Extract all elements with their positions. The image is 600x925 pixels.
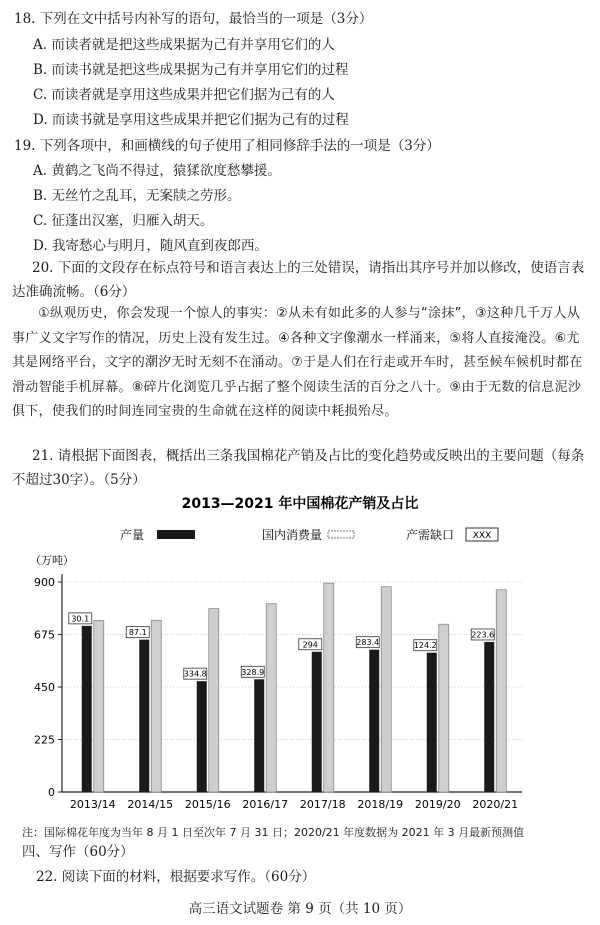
- legend-consumption-swatch: [328, 531, 354, 538]
- y-tick-label: 675: [34, 628, 55, 642]
- q18-option-a: A. 而读者就是把这些成果据为己有并享用它们的人: [33, 37, 335, 53]
- consumption-bar: [151, 620, 161, 792]
- y-axis-unit: （万吨）: [30, 554, 74, 567]
- consumption-bar: [266, 604, 276, 792]
- section-heading: 四、写作（60分）: [22, 844, 134, 860]
- category-label: 2014/15: [127, 798, 174, 811]
- category-label: 2020/21: [472, 798, 519, 811]
- production-bar: [139, 640, 149, 792]
- y-tick-label: 450: [34, 681, 55, 694]
- production-bar: [312, 652, 322, 792]
- q18-option-d: D. 而读书就是享用这些成果并把它们据为己有的过程: [33, 112, 349, 128]
- q18-stem: 18. 下列在文中括号内补写的语句，最恰当的一项是（3分）: [14, 11, 373, 27]
- cotton-chart: [0, 492, 600, 822]
- consumption-bar: [381, 587, 391, 792]
- page-footer: 高三语文试题卷 第 9 页（共 10 页）: [188, 901, 412, 917]
- chart-legend: [120, 527, 498, 542]
- production-bar: [82, 626, 92, 792]
- production-bar: [484, 642, 494, 792]
- q19-stem: 19. 下列各项中，和画横线的句子使用了相同修辞手法的一项是（3分）: [14, 138, 440, 154]
- gap-label: 334.8: [183, 669, 207, 679]
- gap-label: 223.6: [471, 630, 495, 640]
- category-label: 2019/20: [414, 798, 461, 811]
- legend-consumption-label: 国内消费量: [262, 528, 323, 542]
- q20-passage: ①纵观历史，你会发现一个惊人的事实：②从未有如此多的人参与“涂抹”，③这种几千万人从事广义文字写作的情况，历史上没有发生过。④各种文字像潮水一样涌来，⑤将人直接淹没。⑥尤其是网络平台，文字的潮汐无时无刻不在涌动。⑦于是人们在行走或开车时，甚至候车候机时都在滑动智能手机屏幕。⑧碎片化浏览几乎占据了整个阅读生活的百分之八十。⑨由于无数的信息泥沙俱下，使我们的时间连同宝贵的生命就在这样的阅读中耗损殆尽。: [12, 306, 583, 419]
- q18-option-c: C. 而读者就是享用这些成果并把它们据为己有的人: [33, 87, 335, 103]
- legend-gap-label: 产需缺口: [406, 528, 455, 542]
- gap-label: 294: [302, 640, 318, 650]
- consumption-bar: [439, 624, 449, 792]
- gap-label: 30.1: [71, 614, 90, 624]
- q19-option-c: C. 征蓬出汉塞，归雁入胡天。: [33, 213, 214, 229]
- category-label: 2017/18: [299, 798, 346, 811]
- gap-label: 283.4: [356, 638, 380, 648]
- q22-stem: 22. 阅读下面的材料，根据要求写作。（60分）: [36, 869, 316, 885]
- consumption-bar: [324, 583, 334, 792]
- legend-gap-symbol: XXX: [472, 531, 492, 541]
- y-tick-label: 0: [48, 786, 55, 799]
- category-label: 2018/19: [357, 798, 404, 811]
- chart-title: 2013—2021 年中国棉花产销及占比: [181, 496, 419, 512]
- category-label: 2015/16: [184, 798, 231, 811]
- consumption-bar: [496, 590, 506, 792]
- production-bar: [197, 681, 207, 792]
- legend-production-label: 产量: [120, 528, 145, 542]
- chart-note: 注：国际棉花年度为当年 8 月 1 日至次年 7 月 31 日；2020/21 年度数据为 2021 年 3 月最新预测值: [22, 826, 525, 839]
- q20-stem: 20. 下面的文段存在标点符号和语言表达上的三处错误，请指出其序号并加以修改，使语言表达准确流畅。（6分）: [12, 260, 585, 300]
- q19-option-b: B. 无丝竹之乱耳，无案牍之劳形。: [33, 188, 241, 204]
- consumption-bar: [209, 609, 219, 792]
- gap-label: 124.2: [413, 641, 437, 651]
- production-bar: [427, 653, 437, 792]
- q18-option-b: B. 而读书就是把这些成果据为己有并享用它们的过程: [33, 62, 349, 78]
- gap-label: 328.9: [241, 667, 265, 677]
- production-bar: [369, 650, 379, 792]
- consumption-bar: [94, 621, 104, 793]
- q21-stem: 21. 请根据下面图表，概括出三条我国棉花产销及占比的变化趋势或反映出的主要问题（每条不超过30字）。（5分）: [12, 448, 585, 488]
- production-bar: [254, 679, 264, 792]
- y-tick-label: 225: [34, 733, 55, 747]
- y-tick-label: 900: [34, 576, 55, 589]
- gap-label: 87.1: [128, 628, 147, 638]
- q19-option-d: D. 我寄愁心与明月，随风直到夜郎西。: [33, 238, 268, 254]
- legend-production-swatch: [157, 530, 195, 539]
- category-label: 2016/17: [242, 798, 289, 811]
- category-label: 2013/14: [69, 798, 116, 811]
- q19-option-a: A. 黄鹤之飞尚不得过，猿猱欲度愁攀援。: [33, 163, 281, 179]
